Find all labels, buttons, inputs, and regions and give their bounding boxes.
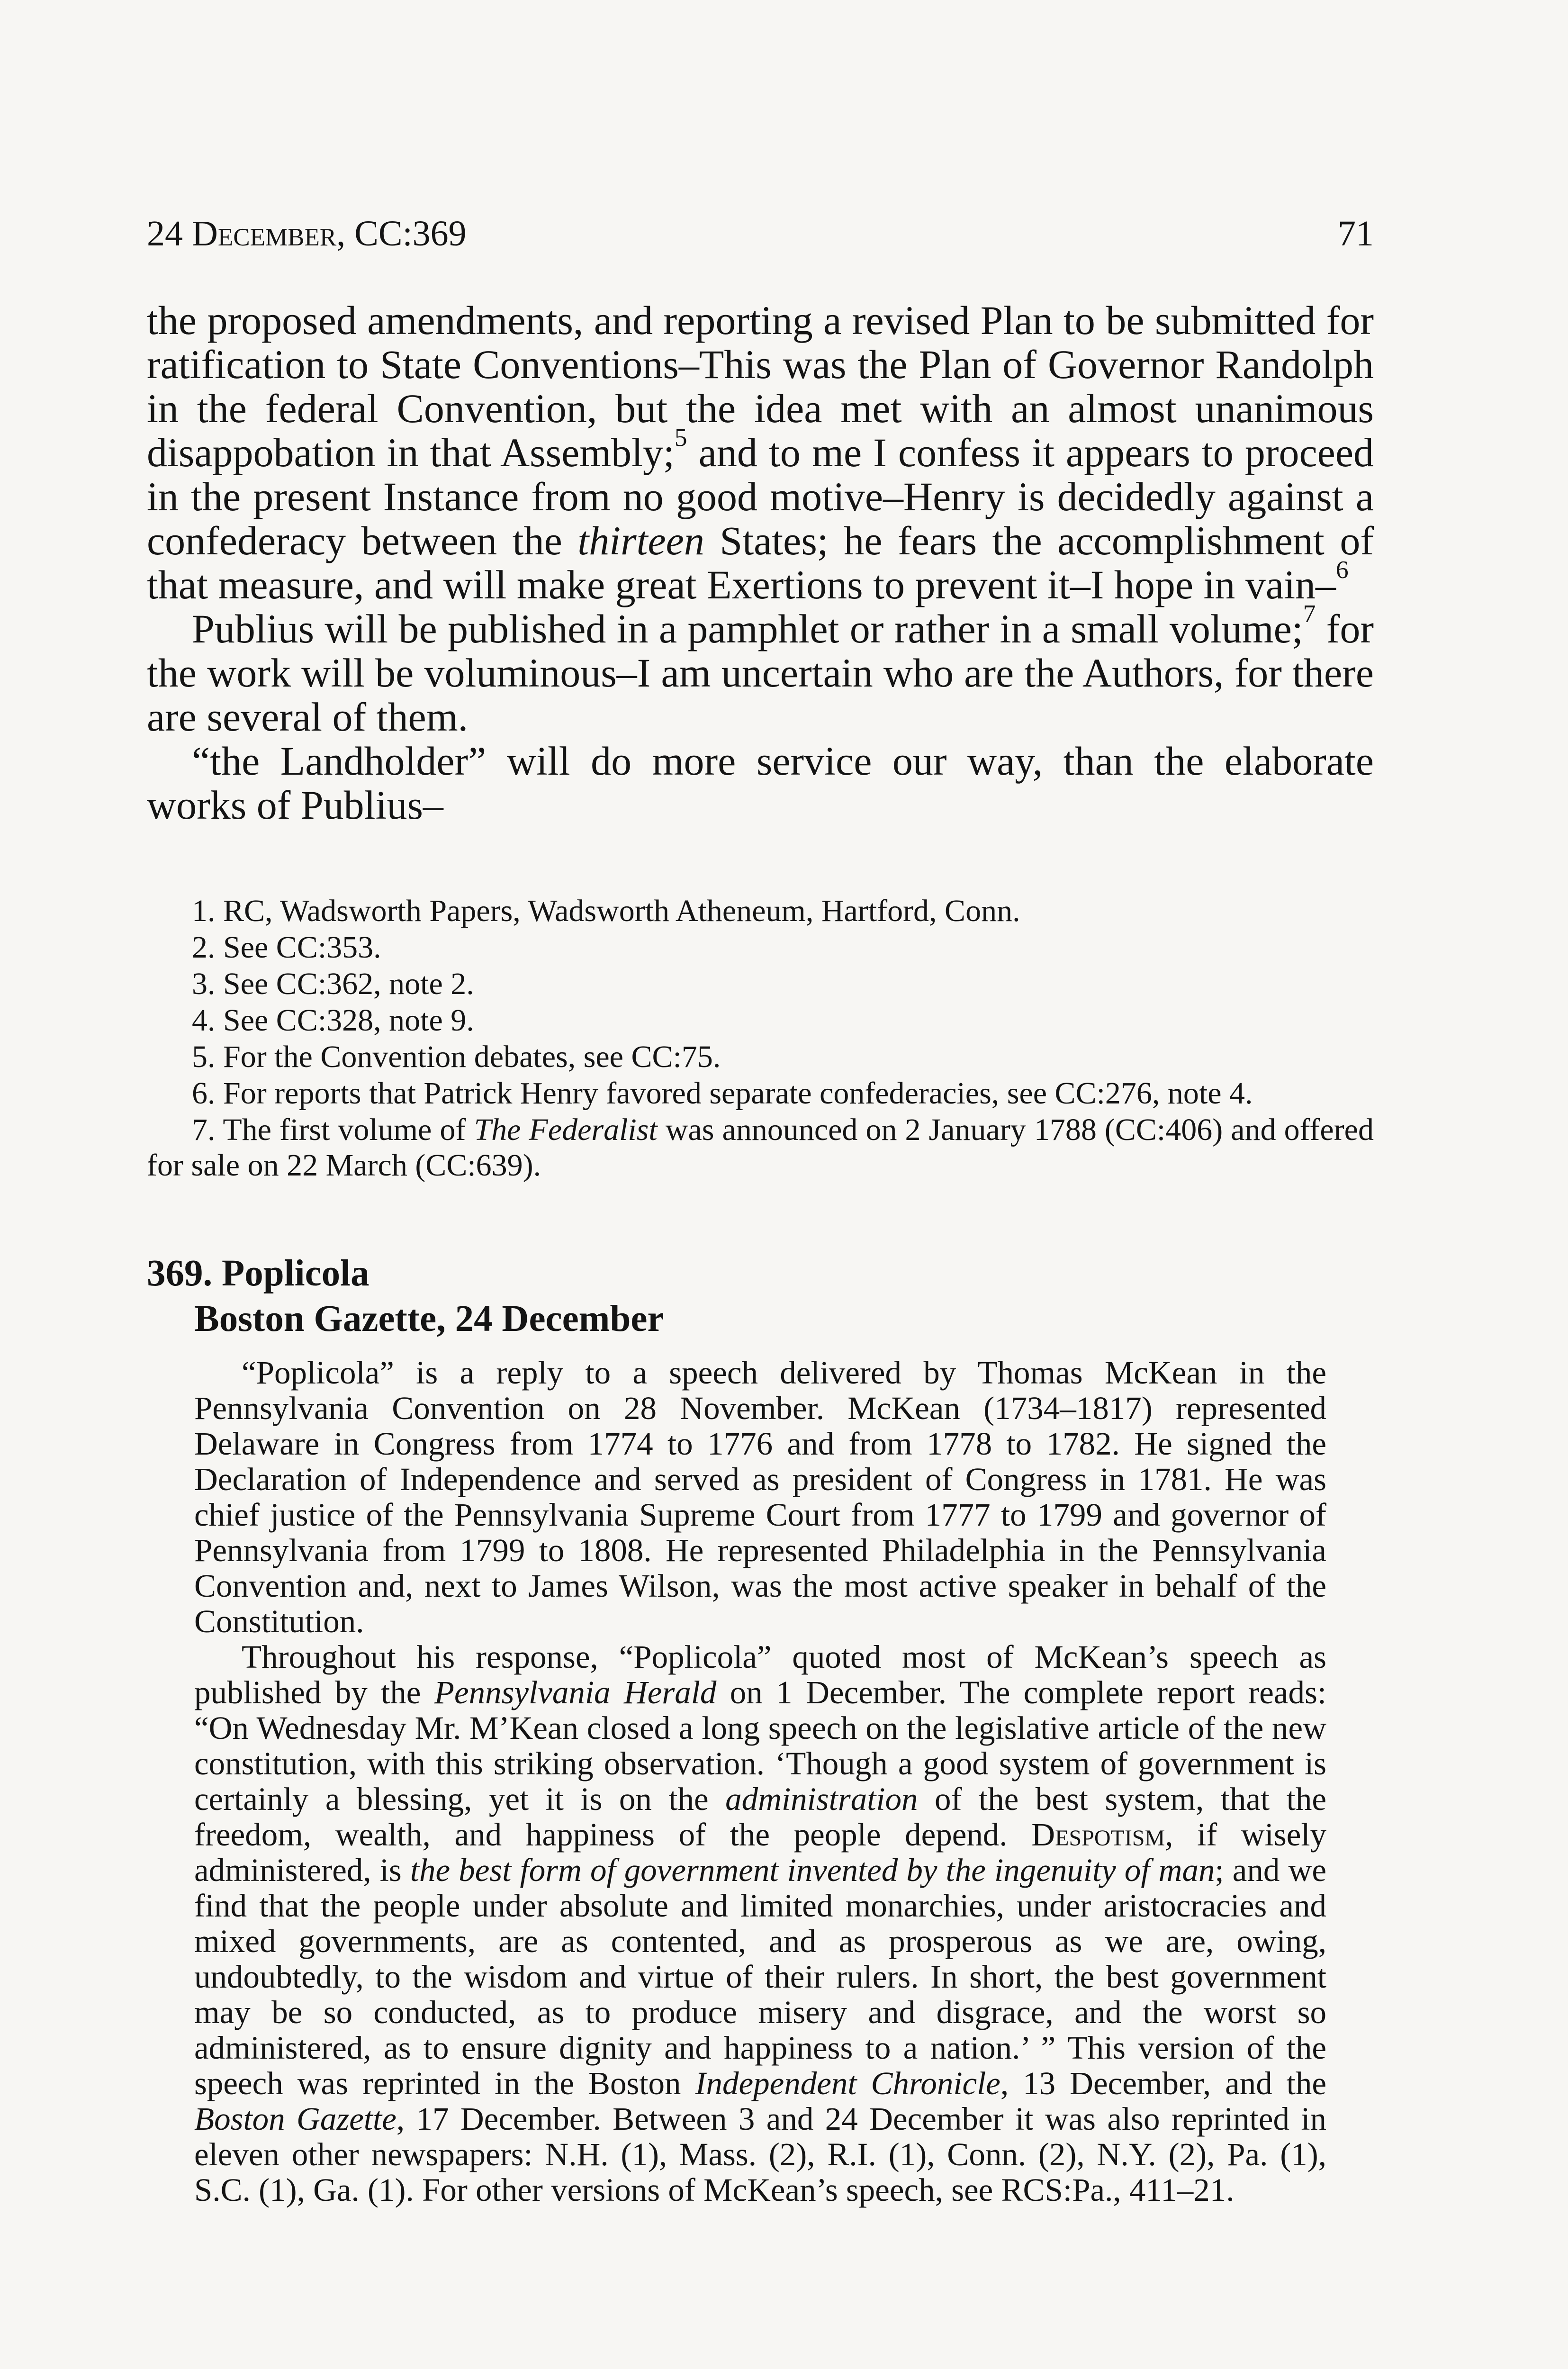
- document-subtitle: Boston Gazette, 24 December: [194, 1298, 664, 1339]
- headnote-paragraph-2: Throughout his response, “Poplicola” quoted most of McKean’s speech as published by the Pennsylvania Herald on 1 December. The complete report reads: “On Wednesday Mr. M’Kean closed a long speech on the legislative article of the new constitution, with this striking observation. ‘Though a good system of government is certainly a blessing, yet it is on the administration of the best system, that the freedom, wealth, and happiness of the people depend. Despotism, if wisely administered, is the best form of government invented by the ingenuity of man; and we find that the people under absolute and limited monarchies, under aristocracies and mixed governments, are as contented, and as prosperous as we are, owing, undoubtedly, to the wisdom and virtue of their rulers. In short, the best government may be so conducted, as to produce misery and disgrace, and the worst so administered, as to ensure dignity and happiness to a nation.’ ” This version of the speech was reprinted in the Boston Independent Chronicle, 13 December, and the Boston Gazette, 17 December. Between 3 and 24 December it was also reprinted in eleven other newspapers: N.H. (1), Mass. (2), R.I. (1), Conn. (2), N.Y. (2), Pa. (1), S.C. (1), Ga. (1). For other versions of McKean’s speech, see RCS:Pa., 411–21.: [194, 1639, 1326, 2208]
- footnote-2: 2. See CC:353.: [192, 930, 381, 965]
- headnote-paragraph-1: “Poplicola” is a reply to a speech delivered by Thomas McKean in the Pennsylvania Convention on 28 November. McKean (1734–1817) represented Delaware in Congress from 1774 to 1776 and from 1778 to 1782. He signed the Declaration of Independence and served as president of Congress in 1781. He was chief justice of the Pennsylvania Supreme Court from 1777 to 1799 and governor of Pennsylvania from 1799 to 1808. He represented Philadelphia in the Pennsylvania Convention and, next to James Wilson, was the most active speaker in behalf of the Constitution.: [194, 1355, 1326, 1639]
- running-header: [147, 213, 1374, 254]
- footnote-3: 3. See CC:362, note 2.: [192, 967, 474, 1001]
- footnote-ref-6: 6: [1335, 555, 1349, 584]
- footnote-ref-5: 5: [674, 423, 687, 452]
- footnote-4: 4. See CC:328, note 9.: [192, 1003, 474, 1038]
- header-date: 24 December: [147, 214, 337, 253]
- header-ref: CC:369: [354, 214, 467, 253]
- running-header-left: 24 December, CC:369: [147, 214, 467, 253]
- footnote-1: 1. RC, Wadsworth Papers, Wadsworth Atheneum, Hartford, Conn.: [192, 894, 1020, 928]
- footnote-5: 5. For the Convention debates, see CC:75.: [192, 1040, 721, 1074]
- body-paragraph-2: Publius will be published in a pamphlet or rather in a small volume;$^7$ for the work will be voluminous–I am uncertain who are the Authors, for there are several of them.: [147, 599, 1374, 740]
- body-paragraph-3: “the Landholder” will do more service our way, than the elaborate works of Publius–: [147, 738, 1374, 828]
- document-title: 369. Poplicola: [147, 1253, 369, 1294]
- letter-body: [147, 298, 1374, 827]
- footnote-6: 6. For reports that Patrick Henry favored separate confederacies, see CC:276, note 4.: [192, 1076, 1253, 1111]
- document-heading: [147, 1251, 664, 1342]
- headnote: [194, 1355, 1326, 2208]
- footnotes: [147, 893, 1374, 1184]
- body-paragraph-1: the proposed amendments, and reporting a revised Plan to be submitted for ratification to State Conventions–This was the Plan of Governor Randolph in the federal Convention, but the idea met with an almost unanimous disappobation in that Assembly;$^5$ and to me I confess it appears to proceed in the present Instance from no good motive–Henry is decidedly against a confederacy between the thirteen States; he fears the accomplishment of that measure, and will make great Exertions to prevent it–I hope in vain–$^6$: [147, 298, 1374, 607]
- footnote-7: 7. The first volume of The Federalist was announced on 2 January 1788 (CC:406) and offered for sale on 22 March (CC:639).: [147, 1112, 1374, 1183]
- page-number: 71: [1338, 214, 1374, 253]
- footnote-ref-7: 7: [1303, 599, 1316, 628]
